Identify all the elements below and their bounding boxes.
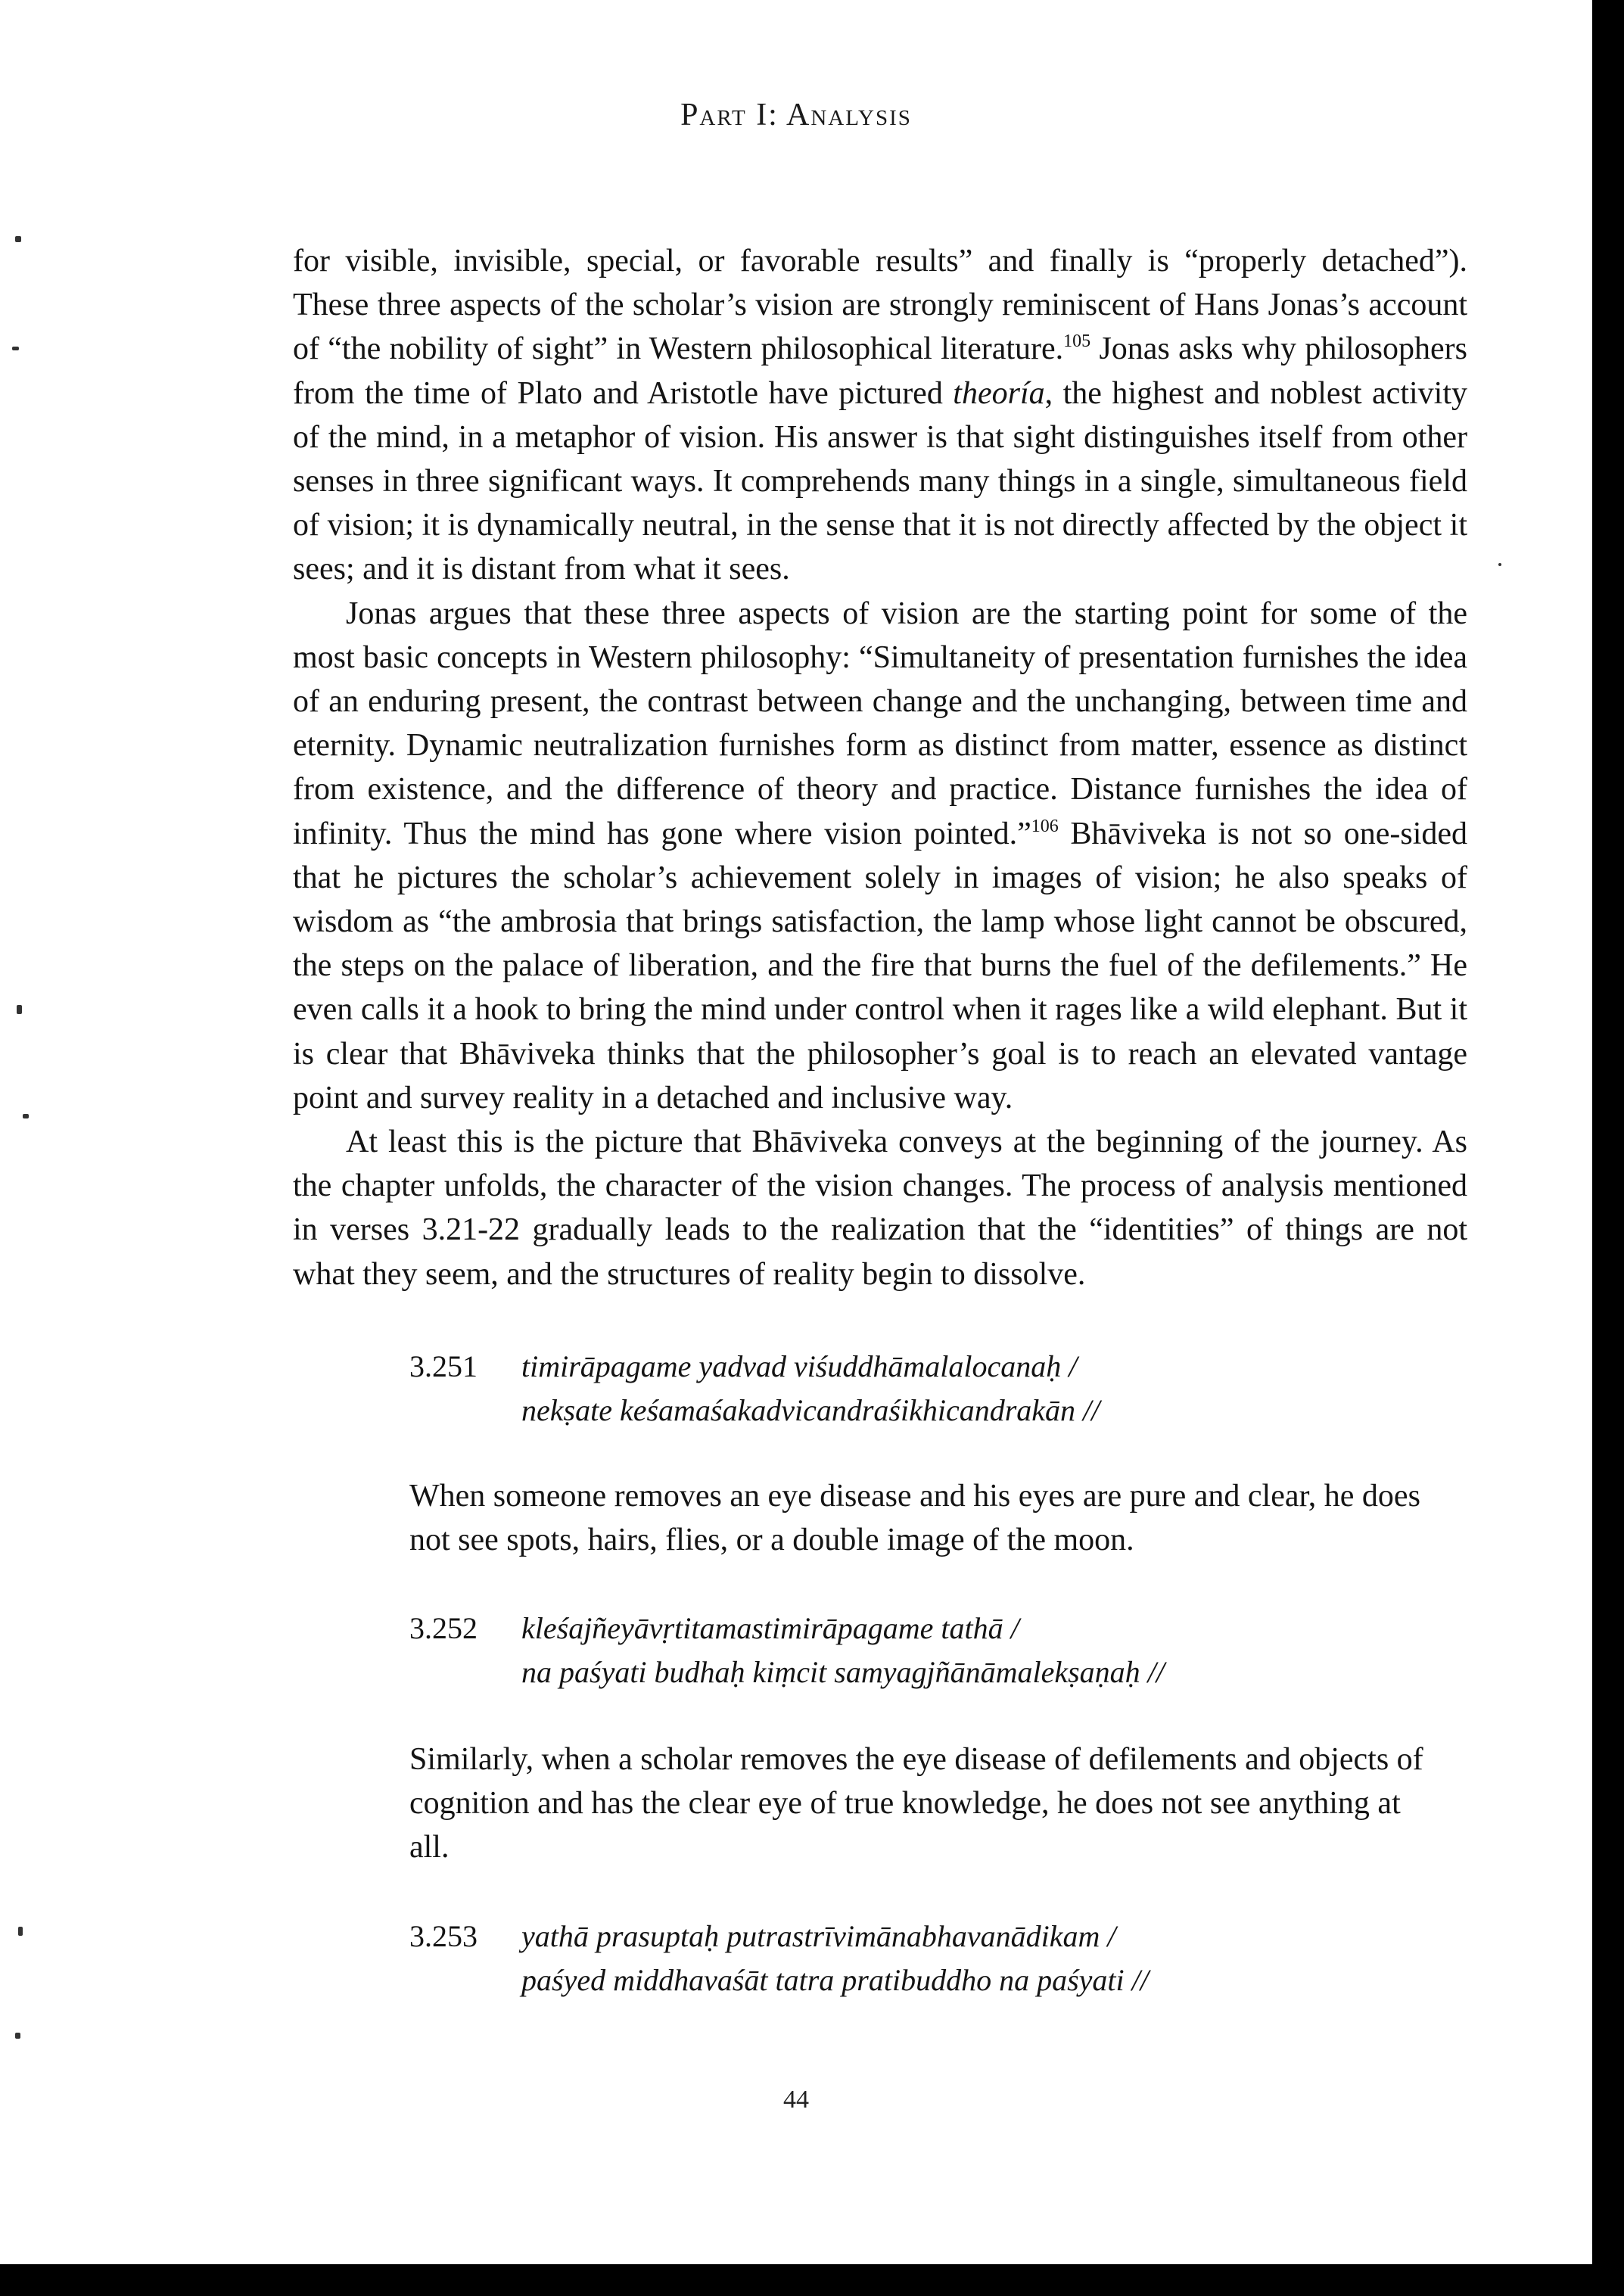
translation-text: Similarly, when a scholar removes the eye disease of defilements and objects of cognition and has the clear eye of true knowledge, he does not see anything at all. [409, 1742, 1423, 1865]
scan-speck [15, 236, 21, 242]
main-text [293, 239, 1467, 1296]
verse-number: 3.252 [409, 1611, 478, 1645]
verse-line: timirāpagame yadvad viśuddhāmalalocanaḥ / [521, 1349, 1078, 1383]
footnote-ref-105[interactable]: 105 [1063, 331, 1091, 352]
paragraph-2-text-a: Jonas argues that these three aspects of vision are the starting point for some of the most basic concepts in Western philosophy: “Simultaneity of presentation furnishes the idea of an enduring present, the contrast between change and the unchanging, between time and eternity. Dynamic neutralization furnishes form as distinct from matter, essence as distinct from existence, and the difference of theory and practice. Distance furnishes the idea of infinity. Thus the mind has gone where vision pointed.” [293, 596, 1467, 851]
paragraph-1 [293, 239, 1467, 592]
verse-line: kleśajñeyāvṛtitamastimirāpagame tathā / [521, 1611, 1019, 1645]
verse-lines [521, 1915, 1392, 2002]
verse-3-251-translation [409, 1474, 1439, 1562]
verse-line: yathā prasuptaḥ putrastrīvimānabhavanādikam / [521, 1919, 1116, 1953]
scan-speck [17, 1005, 22, 1014]
translation-text: When someone removes an eye disease and his eyes are pure and clear, he does not see spots, hairs, flies, or a double image of the moon. [409, 1479, 1420, 1557]
scan-speck [12, 347, 19, 350]
verse-number: 3.251 [409, 1349, 478, 1383]
verse-line: nekṣate keśamaśakadvicandraśikhicandrakān // [521, 1393, 1100, 1427]
verse-lines [521, 1345, 1392, 1433]
scan-speck [1498, 563, 1501, 566]
scan-speck [23, 1114, 29, 1118]
paragraph-2-text-b: Bhāviveka is not so one-sided that he pictures the scholar’s achievement solely in images of vision; he also speaks of wisdom as “the ambrosia that brings satisfaction, the lamp whose light cannot be obscured, the steps on the palace of liberation, and the fire that burns the fuel of the defilements.” He even calls it a hook to bring the mind under control when it rages like a wild elephant. But it is clear that Bhāviveka thinks that the philosopher’s goal is to reach an elevated vantage point and survey reality in a detached and inclusive way. [293, 816, 1468, 1115]
paragraph-2 [293, 592, 1467, 1120]
verse-3-252-translation [409, 1738, 1439, 1869]
page-number: 44 [783, 2086, 809, 2114]
running-header: Part I: Analysis [680, 98, 912, 132]
paragraph-3: At least this is the picture that Bhāviveka conveys at the beginning of the journey. As the chapter unfolds, the character of the vision changes. The process of analysis mentioned in verses 3.21-22 gradually leads to the realization that the “identities” of things are not what they seem, and the structures of reality begin to dissolve. [293, 1125, 1467, 1292]
paragraph-1-text-a: for visible, invisible, special, or favorable results” and finally is “properly detached”). These three aspects of the scholar’s vision are strongly reminiscent of Hans Jonas’s account of “the nobility of sight” in Western philosophical literature. [293, 244, 1467, 367]
scan-speck [15, 2033, 20, 2039]
scan-speck [18, 1927, 23, 1936]
verse-number: 3.253 [409, 1919, 478, 1953]
paragraph-1-text-b: Jonas asks why philosophers from the time of Plato and Aristotle have pictured [293, 331, 1467, 411]
verse-line: paśyed middhavaśāt tatra pratibuddho na paśyati // [521, 1963, 1149, 1997]
term-theoria: theoría [953, 375, 1045, 411]
paragraph-1-text-c: , the highest and noblest activity of the mind, in a metaphor of vision. His answer is that sight distinguishes itself from other senses in three significant ways. It comprehends many things in a single, simultaneous field of vision; it is dynamically neutral, in the sense that it is not directly affected by the object it sees; and it is distant from what it sees. [293, 375, 1468, 587]
verse-lines [521, 1607, 1392, 1694]
footnote-ref-106[interactable]: 106 [1031, 816, 1059, 836]
verse-line: na paśyati budhaḥ kiṃcit samyagjñānāmalekṣaṇaḥ // [521, 1655, 1165, 1689]
